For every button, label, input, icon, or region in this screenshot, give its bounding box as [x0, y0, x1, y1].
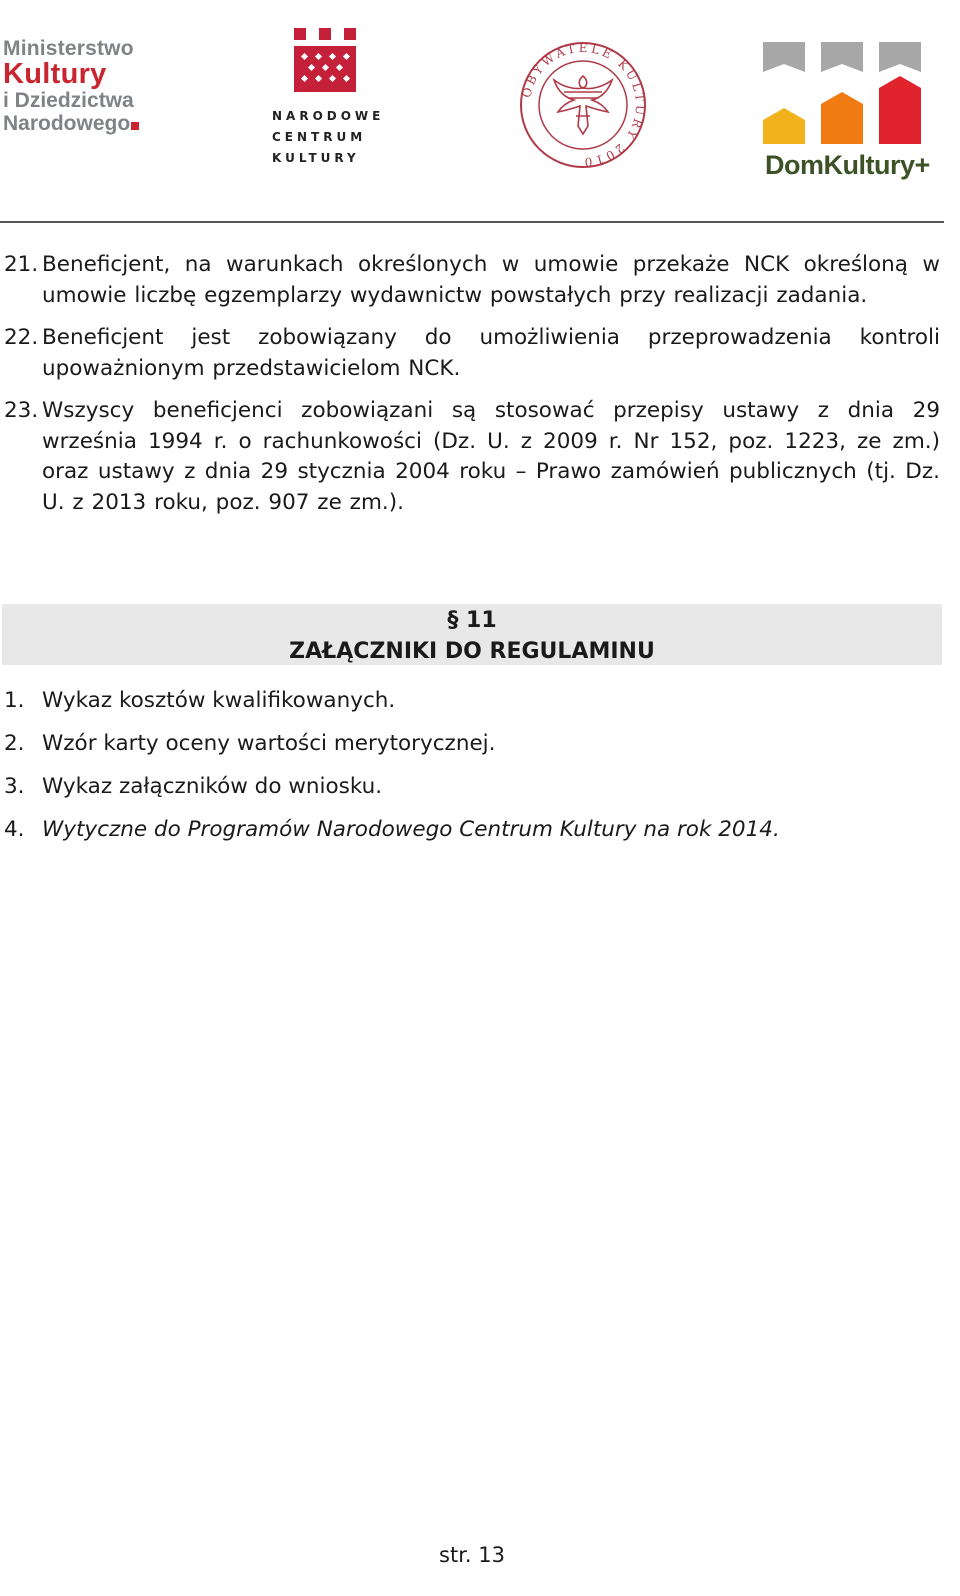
header-divider	[0, 221, 944, 223]
section-header	[2, 604, 942, 665]
page-number: str. 13	[439, 1543, 505, 1567]
list-item	[4, 686, 940, 729]
seal-icon	[518, 40, 648, 170]
list-item-number: 4.	[4, 817, 25, 842]
paragraph-text: Beneficjent jest zobowiązany do umożliwienia przeprowadzenia kontroli upoważnionym przedstawicielom NCK.	[42, 325, 940, 381]
nck-emblem-icon	[294, 28, 356, 92]
ministry-logo-line1: Ministerstwo	[3, 37, 134, 60]
paragraph-23	[4, 396, 940, 518]
section-symbol: § 11	[447, 608, 497, 633]
ministry-logo-line4-wrap	[3, 113, 178, 134]
nck-logo	[272, 28, 385, 169]
list-item-text: Wzór karty oceny wartości merytorycznej.	[42, 731, 496, 756]
seal-text: OBYWATELE KULTURY 2010	[519, 40, 648, 170]
ministry-logo-line4: Narodowego	[3, 112, 131, 135]
nck-logo-line2: CENTRUM	[272, 130, 367, 144]
paragraph-22	[4, 323, 940, 384]
list-item	[4, 815, 940, 858]
list-item-text: Wykaz załączników do wniosku.	[42, 774, 383, 799]
paragraph-text: Beneficjent, na warunkach określonych w umowie przekaże NCK określoną w umowie liczbę egzemplarzy wydawnictw powstałych przy realizacji zadania.	[42, 252, 940, 308]
ministry-logo-dot	[131, 122, 139, 130]
list-item-text: Wytyczne do Programów Narodowego Centrum Kultury na rok 2014.	[42, 817, 780, 842]
list-item	[4, 772, 940, 815]
ministry-logo-line2: Kultury	[3, 58, 107, 90]
nck-logo-line3: KULTURY	[272, 151, 360, 165]
regulations-paragraphs	[4, 250, 940, 518]
nck-logo-line1: NARODOWE	[272, 109, 385, 123]
attachments-list	[4, 686, 940, 858]
domkultury-logo-text: DomKultury+	[765, 150, 930, 180]
obywatele-kultury-seal	[518, 40, 648, 170]
section-title: ZAŁĄCZNIKI DO REGULAMINU	[289, 639, 655, 664]
paragraph-number: 23.	[4, 398, 39, 423]
nck-logo-text	[272, 106, 385, 169]
paragraph-21	[4, 250, 940, 311]
list-item-number: 3.	[4, 774, 25, 799]
paragraph-text: Wszyscy beneficjenci zobowiązani są stosować przepisy ustawy z dnia 29 września 1994 r. o rachunkowości (Dz. U. z 2009 r. Nr 152, poz. 1223, ze zm.) oraz ustawy z dnia 29 stycznia 2004 roku – Prawo zamówień publicznych (tj. Dz. U. z 2013 roku, poz. 907 ze zm.).	[42, 398, 940, 515]
domkultury-logo	[753, 40, 941, 190]
list-item	[4, 729, 940, 772]
paragraph-number: 22.	[4, 325, 39, 350]
list-item-text: Wykaz kosztów kwalifikowanych.	[42, 688, 396, 713]
list-item-number: 2.	[4, 731, 25, 756]
list-item-number: 1.	[4, 688, 25, 713]
paragraph-number: 21.	[4, 252, 39, 277]
ministry-logo	[3, 38, 178, 134]
domkultury-houses-icon	[753, 40, 941, 148]
ministry-logo-line3: i Dziedzictwa	[3, 89, 134, 112]
